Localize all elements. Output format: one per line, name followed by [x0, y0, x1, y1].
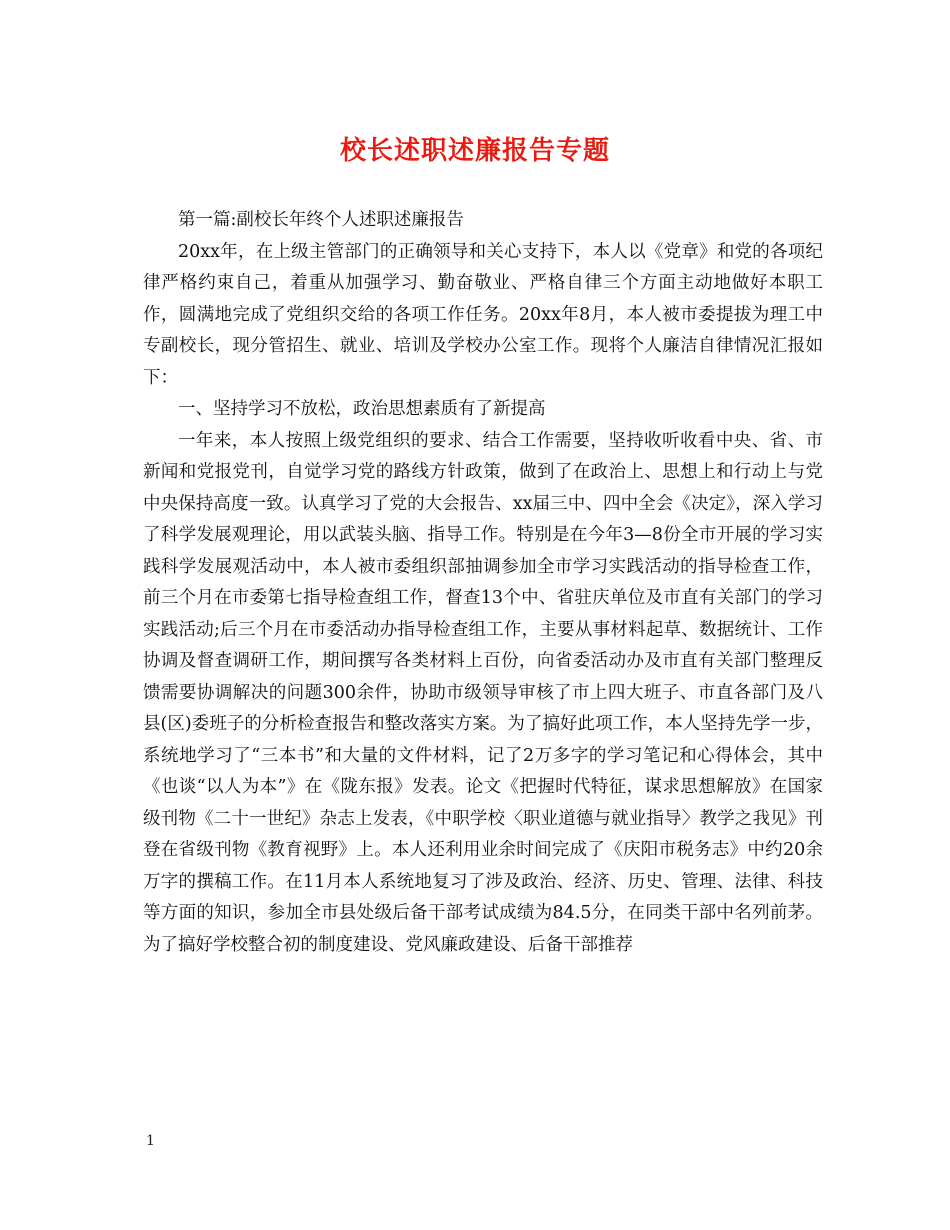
document-body — [143, 205, 823, 961]
body-paragraph: 20xx年，在上级主管部门的正确领导和关心支持下，本人以《党章》和党的各项纪律严格约束自己，着重从加强学习、勤奋敬业、严格自律三个方面主动地做好本职工作，圆满地完成了党组织交给的各项工作任务。20xx年8月，本人被市委提拔为理工中专副校长，现分管招生、就业、培训及学校办公室工作。现将个人廉洁自律情况汇报如下： — [143, 241, 823, 388]
body-paragraph: 一年来，本人按照上级党组织的要求、结合工作需要，坚持收听收看中央、省、市新闻和党报党刊，自觉学习党的路线方针政策，做到了在政治上、思想上和行动上与党中央保持高度一致。认真学习了党的大会报告、xx届三中、四中全会《决定》，深入学习了科学发展观理论，用以武装头脑、指导工作。特别是在今年3—8份全市开展的学习实践科学发展观活动中，本人被市委组织部抽调参加全市学习实践活动的指导检查工作，前三个月在市委第七指导检查组工作，督查13个中、省驻庆单位及市直有关部门的学习实践活动;后三个月在市委活动办指导检查组工作，主要从事材料起草、数据统计、工作协调及督查调研工作，期间撰写各类材料上百份，向省委活动办及市直有关部门整理反馈需要协调解决的问题300余件，协助市级领导审核了市上四大班子、市直各部门及八县(区)委班子的分析检查报告和整改落实方案。为了搞好此项工作，本人坚持先学一步，系统地学习了“三本书”和大量的文件材料，记了2万多字的学习笔记和心得体会，其中《也谈“以人为本”》在《陇东报》发表。论文《把握时代特征，谋求思想解放》在国家级刊物《二十一世纪》杂志上发表，《中职学校〈职业道德与就业指导〉教学之我见》刊登在省级刊物《教育视野》上。本人还利用业余时间完成了《庆阳市税务志》中约20余万字的撰稿工作。在11月本人系统地复习了涉及政治、经济、历史、管理、法律、科技等方面的知识，参加全市县处级后备干部考试成绩为84.5分，在同类干部中名列前茅。为了搞好学校整合初的制度建设、党风廉政建设、后备干部推荐 — [143, 430, 823, 955]
subsection-heading: 一、坚持学习不放松，政治思想素质有了新提高 — [178, 399, 546, 419]
document-title: 校长述职述廉报告专题 — [339, 136, 610, 166]
page-number: 1 — [146, 1133, 155, 1149]
section-heading: 第一篇:副校长年终个人述职述廉报告 — [178, 210, 464, 230]
